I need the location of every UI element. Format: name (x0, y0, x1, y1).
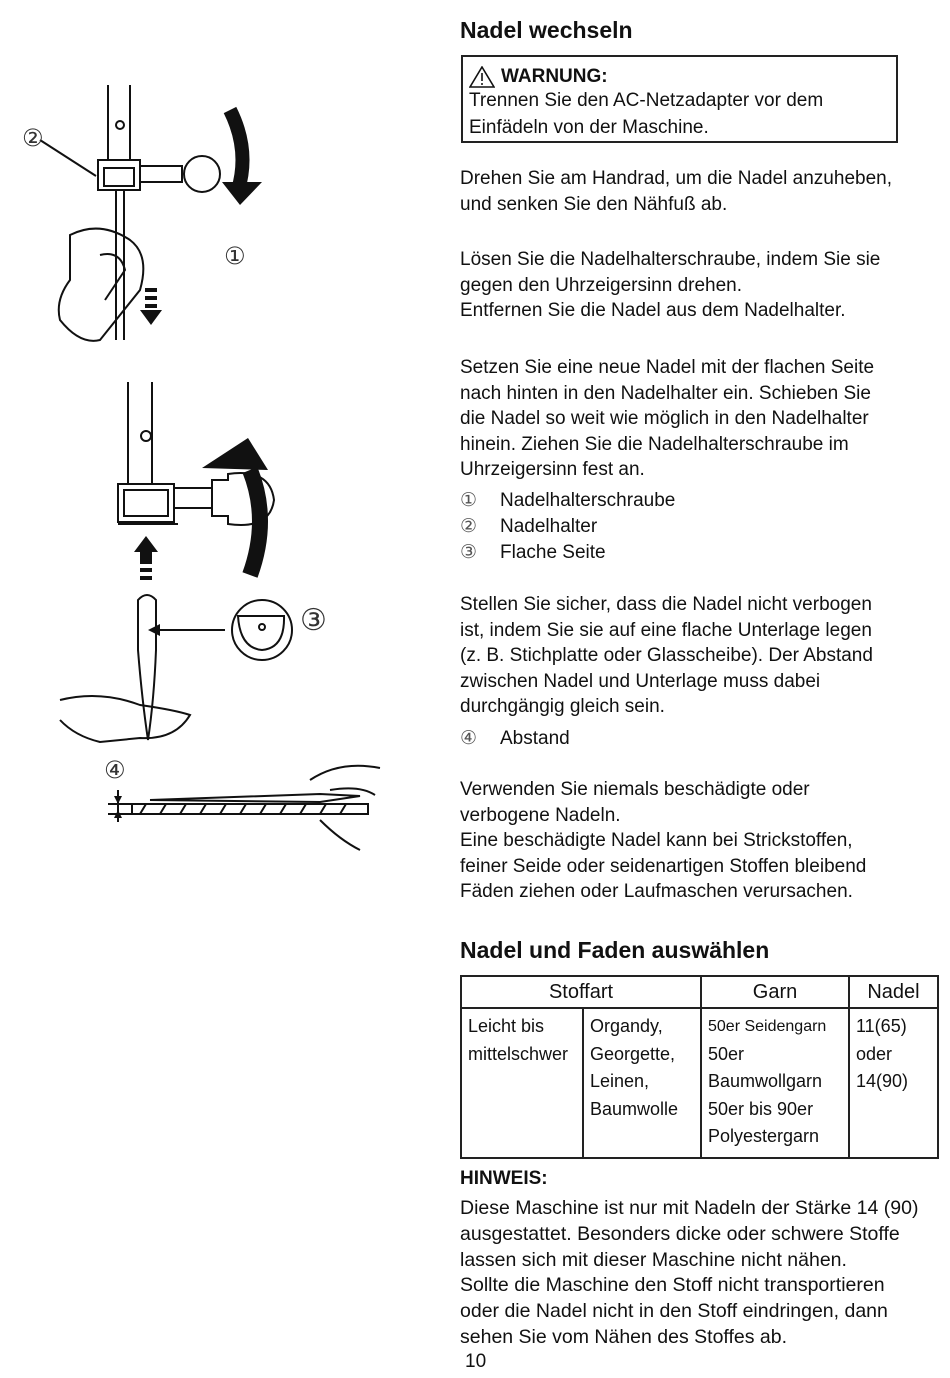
legend-label: Abstand (500, 728, 570, 749)
paragraph-damaged-needles (460, 777, 938, 905)
text-line: Verwenden Sie niemals beschädigte oder (460, 779, 810, 800)
cell-line: 50er (708, 1043, 745, 1064)
text-line: lassen sich mit dieser Maschine nicht nähen. (460, 1248, 847, 1271)
section-title-needle-change: Nadel wechseln (460, 17, 633, 43)
legend-number: ④ (460, 728, 478, 749)
text-line: die Nadel so weit wie möglich in den Nadelhalter (460, 408, 869, 429)
table-row (461, 1008, 938, 1158)
note-title: HINWEIS: (460, 1168, 548, 1189)
text-line: Sollte die Maschine den Stoff nicht transportieren (460, 1274, 885, 1297)
text-line: durchgängig gleich sein. (460, 696, 665, 717)
text-line: Setzen Sie eine neue Nadel mit der flachen Seite (460, 357, 875, 378)
text-line: Diese Maschine ist nur mit Nadeln der Stärke 14 (90) (460, 1197, 919, 1219)
warning-box (461, 55, 898, 143)
legend-label: Nadelhalter (500, 516, 598, 537)
warning-heading: WARNUNG: (501, 66, 608, 87)
text-line: gegen den Uhrzeigersinn drehen. (460, 274, 743, 296)
paragraph-raise-needle (460, 166, 938, 217)
text-line: nach hinten in den Nadelhalter ein. Schieben Sie (460, 382, 871, 404)
cell-line: Organdy, (590, 1016, 663, 1036)
text-line: Drehen Sie am Handrad, um die Nadel anzuheben, (460, 168, 892, 189)
section-title-needle-thread: Nadel und Faden auswählen (460, 937, 770, 963)
cell-line: Baumwollgarn (708, 1071, 823, 1091)
text-line: ausgestattet. Besonders dicke oder schwere Stoffe (460, 1222, 900, 1245)
warning-text-line1: Trennen Sie den AC-Netzadapter vor dem (469, 90, 824, 111)
needle-change-illustrations (0, 0, 440, 880)
figure-flat-surface-check (108, 766, 380, 850)
figure-insert-needle (118, 382, 274, 580)
cell-line: 50er bis 90er (708, 1098, 814, 1119)
text-line: Lösen Sie die Nadelhalterschraube, indem Sie sie (460, 249, 881, 270)
text-line: Entfernen Sie die Nadel aus dem Nadelhalter. (460, 300, 846, 321)
legend-item (460, 726, 938, 752)
legend-number: ① (460, 490, 478, 511)
page-number: 10 (465, 1351, 487, 1372)
paragraph-check-needle (460, 592, 938, 720)
cell-line: 14(90) (856, 1071, 909, 1091)
warning-triangle-icon (469, 66, 495, 88)
cell-line: oder (856, 1043, 893, 1064)
distance-legend (460, 726, 938, 752)
text-line: ist, indem Sie sie auf eine flache Unterlage legen (460, 619, 872, 641)
figure-label-one: ① (224, 242, 246, 270)
legend-item (460, 514, 938, 540)
legend-label: Flache Seite (500, 542, 606, 563)
text-line: feiner Seide oder seidenartigen Stoffen bleibend (460, 855, 867, 877)
text-line: hinein. Ziehen Sie die Nadelhalterschraube im (460, 433, 849, 455)
figure-label-two: ② (22, 124, 44, 152)
figure-label-four: ④ (104, 756, 126, 784)
text-line: Eine beschädigte Nadel kann bei Strickstoffen, (460, 830, 853, 851)
cell-line: 11(65) (856, 1016, 907, 1036)
cell-line: Georgette, (590, 1043, 676, 1064)
legend-label: Nadelhalterschraube (500, 490, 676, 511)
paragraph-loosen-screw (460, 247, 938, 324)
warning-text-line2: Einfädeln von der Maschine. (469, 117, 709, 138)
parts-legend (460, 488, 938, 566)
text-line: Stellen Sie sicher, dass die Nadel nicht verbogen (460, 594, 872, 615)
text-line: Uhrzeigersinn fest an. (460, 459, 645, 480)
text-line: zwischen Nadel und Unterlage muss dabei (460, 670, 821, 692)
legend-item (460, 488, 938, 514)
legend-item (460, 540, 938, 566)
text-line: verbogene Nadeln. (460, 804, 621, 826)
text-line: sehen Sie vom Nähen des Stoffes ab. (460, 1325, 788, 1348)
text-line: oder die Nadel nicht in den Stoff eindringen, dann (460, 1300, 888, 1323)
cell-line: mittelschwer (468, 1043, 569, 1064)
legend-number: ② (460, 516, 478, 537)
figure-label-three: ③ (300, 603, 327, 638)
text-line: (z. B. Stichplatte oder Glasscheibe). Der Abstand (460, 645, 873, 666)
cell-line: Baumwolle (590, 1098, 679, 1119)
table-cell-fabrics (583, 1008, 701, 1158)
legend-number: ③ (460, 542, 478, 563)
table-header: Stoffart (461, 976, 701, 1008)
text-line: und senken Sie den Nähfuß ab. (460, 193, 728, 215)
figure-needle-flat-side (60, 595, 292, 742)
table-cell-threads (701, 1008, 849, 1158)
table-header: Garn (701, 976, 849, 1008)
cell-line: Polyestergarn (708, 1126, 820, 1146)
table-cell-weight (461, 1008, 583, 1158)
note-text (460, 1196, 938, 1351)
cell-line: 50er Seidengarn (708, 1018, 827, 1035)
figure-remove-needle (40, 85, 262, 341)
cell-line: Leicht bis (468, 1016, 545, 1036)
paragraph-insert-needle (460, 355, 938, 483)
table-cell-needle (849, 1008, 938, 1158)
cell-line: Leinen, (590, 1071, 650, 1091)
table-header: Nadel (849, 976, 938, 1008)
text-line: Fäden ziehen oder Laufmaschen verursachen. (460, 881, 853, 902)
needle-thread-table (460, 975, 939, 1159)
table-header-row (461, 976, 938, 1008)
